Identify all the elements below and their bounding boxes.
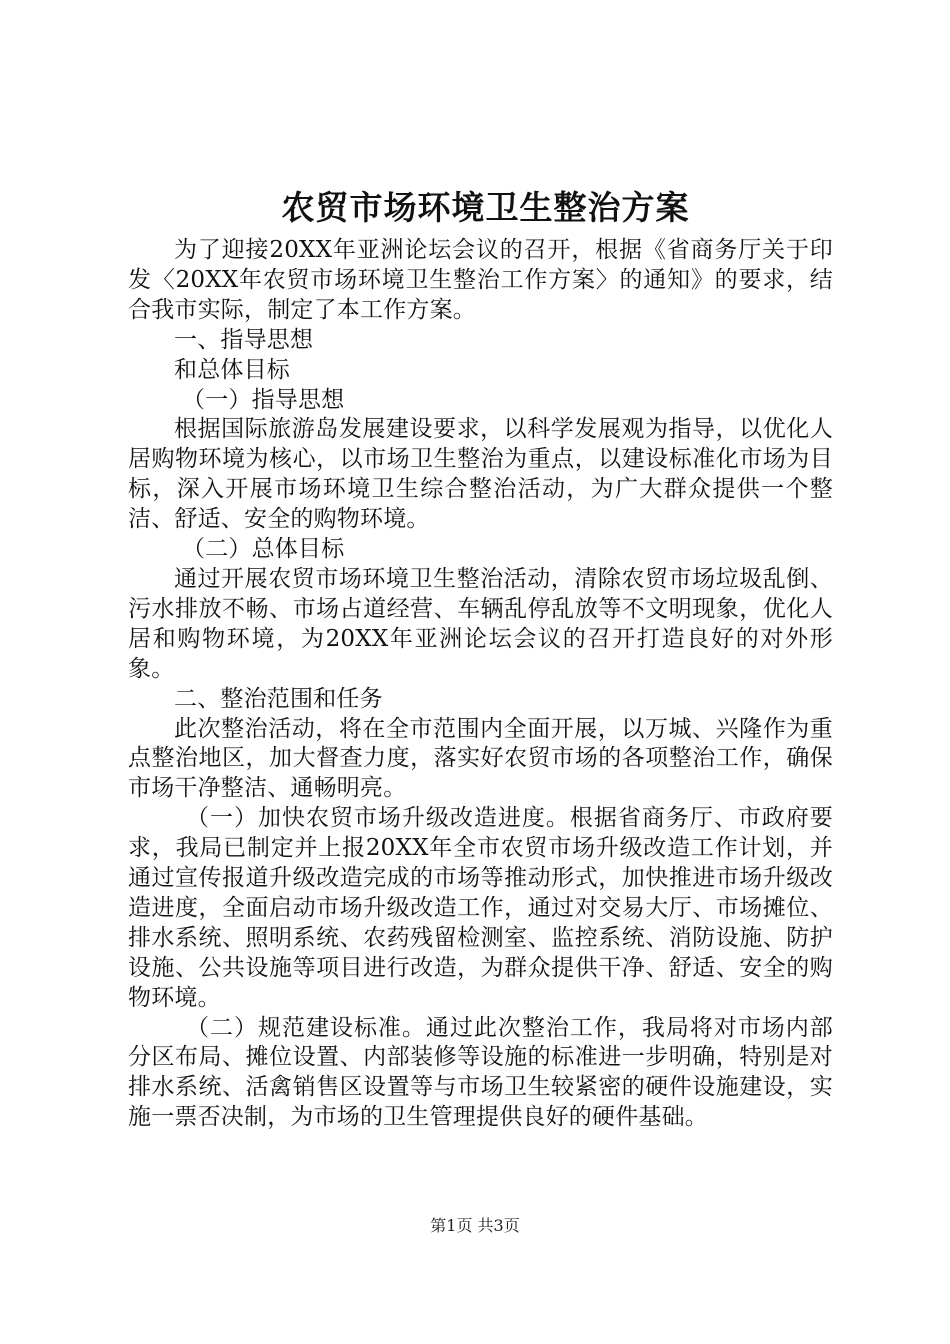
intro-paragraph: 为了迎接20XX年亚洲论坛会议的召开，根据《省商务厅关于印发〈20XX年农贸市场环境卫生整治工作方案〉的通知》的要求，结合我市实际，制定了本工作方案。 [128,237,833,323]
document-page [128,180,833,1133]
subsection-heading-guiding-thought: （一）指导思想 [182,386,345,413]
scope-paragraph: 此次整治活动，将在全市范围内全面开展，以万城、兴隆作为重点整治地区，加大督查力度，落实好农贸市场的各项整治工作，确保市场干净整洁、通畅明亮。 [128,715,833,802]
section-heading-1: 一、指导思想 [174,326,314,353]
section-heading-2: 二、整治范围和任务 [174,685,383,712]
overall-goal-paragraph: 通过开展农贸市场环境卫生整治活动，清除农贸市场垃圾乱倒、污水排放不畅、市场占道经营、车辆乱停乱放等不文明现象，优化人居和购物环境，为20XX年亚洲论坛会议的召开打造良好的对外形象。 [128,565,833,682]
document-title: 农贸市场环境卫生整治方案 [281,188,690,227]
page-footer: 第1页 共3页 [430,1216,520,1235]
subsection-heading-overall-goal: （二）总体目标 [182,536,345,563]
construction-standard-paragraph: （二）规范建设标准。通过此次整治工作，我局将对市场内部分区布局、摊位设置、内部装修等设施的标准进一步明确，特别是对排水系统、活禽销售区设置等与市场卫生较紧密的硬件设施建设，实施一票否决制，为市场的卫生管理提供良好的硬件基础。 [128,1014,833,1131]
guiding-thought-paragraph: 根据国际旅游岛发展建设要求，以科学发展观为指导，以优化人居购物环境为核心，以市场卫生整治为重点，以建设标准化市场为目标，深入开展市场环境卫生综合整治活动，为广大群众提供一个整洁、舒适、安全的购物环境。 [128,416,833,533]
upgrade-progress-paragraph: （一）加快农贸市场升级改造进度。根据省商务厅、市政府要求，我局已制定并上报20XX年全市农贸市场升级改造工作计划，并通过宣传报道升级改造完成的市场等推动形式，加快推进市场升级改造进度，全面启动市场升级改造工作，通过对交易大厅、市场摊位、排水系统、照明系统、农药残留检测室、监控系统、消防设施、防护设施、公共设施等项目进行改造，为群众提供干净、舒适、安全的购物环境。 [128,805,833,1011]
section-heading-1-continued: 和总体目标 [174,356,290,383]
